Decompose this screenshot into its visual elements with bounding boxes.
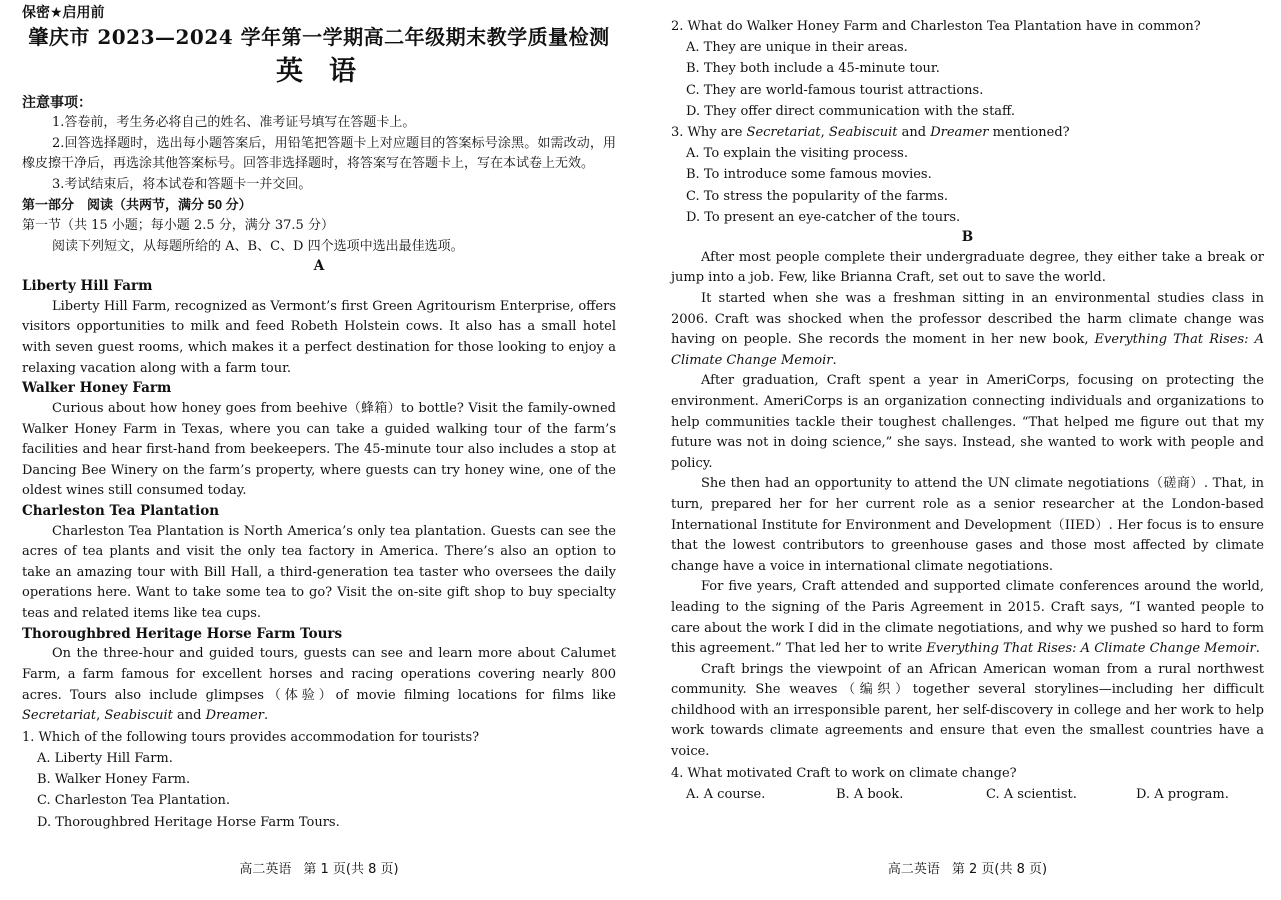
stem-text: 3. Why are — [671, 125, 747, 141]
question-4-stem: 4. What motivated Craft to work on climate change? — [671, 765, 1017, 781]
q4-option-a[interactable]: A. A course. — [686, 786, 766, 802]
passage-paragraph: After graduation, Craft spent a year in AmeriCorps, focusing on protecting the environment. AmeriCorps is an organization connecting individuals and organizations to help communities tackle their toughest challenges. “That helped me figure out that my future was not in doing science,” she says. Instead, she wanted to work with people and policy. — [671, 373, 1264, 471]
separator: . — [1255, 641, 1260, 657]
separator: and — [897, 125, 931, 141]
page-footer — [22, 858, 616, 877]
stem-text: mentioned? — [988, 125, 1070, 141]
farm-heading: Thoroughbred Heritage Horse Farm Tours — [22, 625, 343, 642]
q1-option-d[interactable]: D. Thoroughbred Heritage Horse Farm Tours. — [37, 814, 340, 830]
paragraph-text: For five years, Craft attended and supported climate conferences around the world, leading to the signing of the Paris Agreement in 2015. Craft says, “I wanted people to care about the work I did in the climate negotiations, and why we pushed so hard to form this agreement.” That led her to write — [671, 579, 1264, 657]
farm-description: Liberty Hill Farm, recognized as Vermont’s first Green Agritourism Enterprise, offers visitors opportunities to milk and feed Robeth Holstein cows. It also has a small hotel with seven guest rooms, which makes it a perfect destination for those looking to enjoy a relaxing vacation along with a farm tour. — [22, 298, 616, 376]
q2-option-a[interactable]: A. They are unique in their areas. — [686, 40, 908, 56]
farm-description — [22, 644, 616, 726]
film-title: Seabiscuit — [104, 708, 173, 724]
farm-description: Charleston Tea Plantation is North America’s only tea plantation. Guests can see the acres of tea plants and visit the only tea factory in America. There’s also an option to take an amazing tour with Bill Hall, a third-generation tea taster who oversees the daily operations here. Want to take some tea to go? Visit the on-site gift shop to buy specialty teas and related items like tea cups. — [22, 523, 616, 622]
film-title: Dreamer — [205, 708, 264, 724]
farm-heading: Charleston Tea Plantation — [22, 502, 220, 519]
q4-option-d[interactable]: D. A program. — [1136, 786, 1229, 802]
separator: . — [263, 708, 269, 724]
book-title: Everything That Rises: A Climate Change Memoir — [926, 641, 1256, 657]
footer-page-number: 第 1 页(共 8 页) — [303, 862, 399, 877]
q4-option-b[interactable]: B. A book. — [836, 786, 904, 802]
separator: . — [832, 352, 837, 368]
footer-subject: 高二英语 — [239, 862, 292, 877]
separator: , — [96, 708, 105, 724]
notice-item: 1.答卷前，考生务必将自己的姓名、准考证号填写在答题卡上。 — [52, 115, 416, 130]
page-footer — [671, 858, 1264, 877]
passage-paragraph — [671, 577, 1264, 659]
film-title: Secretariat — [22, 708, 97, 724]
passage-letter: A — [313, 258, 325, 275]
notice-heading: 注意事项： — [22, 94, 92, 110]
separator: and — [172, 708, 206, 724]
farm-description: Curious about how honey goes from beehive（蜂箱）to bottle? Visit the family-owned Walker Honey Farm in Texas, where you can take a guided walking tour of the farm’s facilities and hear first-hand from beekeepers. The 45-minute tour also includes a stop at Dancing Bee Winery on the farm’s property, where guests can try honey wine, one of the oldest wines still consumed today. — [22, 400, 616, 499]
question-2-stem: 2. What do Walker Honey Farm and Charleston Tea Plantation have in common? — [671, 19, 1201, 34]
part-heading: 第一部分 阅读（共两节，满分 50 分） — [22, 197, 252, 213]
q2-option-b[interactable]: B. They both include a 45-minute tour. — [686, 61, 940, 77]
q2-option-c[interactable]: C. They are world-famous tourist attractions. — [686, 82, 984, 98]
q1-option-a[interactable]: A. Liberty Hill Farm. — [37, 751, 173, 767]
subject-title: 英语 — [276, 56, 382, 87]
exam-title: 肇庆市 2023—2024 学年第一学期高二年级期末教学质量检测 — [28, 25, 610, 49]
paragraph-text: It started when she was a freshman sitting in an environmental studies class in 2006. Craft was shocked when the professor described the harm climate change was having on people. She records the moment in her new book, — [671, 291, 1264, 348]
passage-paragraph: After most people complete their undergraduate degree, they either take a break or jump into a job. Few, like Brianna Craft, set out to save the world. — [671, 249, 1264, 286]
q3-option-c[interactable]: C. To stress the popularity of the farms. — [686, 188, 948, 204]
film-title: Seabiscuit — [828, 125, 898, 141]
q4-option-c[interactable]: C. A scientist. — [986, 786, 1077, 802]
farm-heading: Liberty Hill Farm — [22, 277, 153, 294]
q4-options — [671, 784, 1264, 805]
film-title: Dreamer — [930, 125, 989, 141]
q3-option-d[interactable]: D. To present an eye-catcher of the tours. — [686, 209, 961, 225]
passage-paragraph: She then had an opportunity to attend the UN climate negotiations（磋商）. That, in turn, prepared her for her current role as a senior researcher at the London-based International Institute for Environment and Development（IIED）. Her focus is to ensure that the lowest contributors to greenhouse gases and those most affected by climate change have a voice in international climate negotiations. — [671, 476, 1264, 574]
book-title: Everything That Rises: A Climate Change Memoir — [671, 332, 1264, 368]
passage-paragraph — [671, 289, 1264, 371]
page-1 — [22, 0, 616, 900]
footer-subject: 高二英语 — [887, 862, 940, 877]
passage-letter: B — [961, 229, 974, 246]
q2-option-d[interactable]: D. They offer direct communication with the staff. — [686, 103, 1015, 119]
question-1-stem: 1. Which of the following tours provides accommodation for tourists? — [22, 729, 480, 745]
farm-heading: Walker Honey Farm — [22, 380, 172, 397]
film-title: Secretariat — [746, 125, 821, 141]
section-heading: 第一节（共 15 小题；每小题 2.5 分，满分 37.5 分） — [22, 217, 334, 233]
notice-item: 3.考试结束后，将本试卷和答题卡一并交回。 — [52, 176, 312, 192]
separator: , — [820, 125, 829, 141]
question-3-stem — [671, 122, 1264, 143]
q3-option-b[interactable]: B. To introduce some famous movies. — [686, 167, 932, 183]
q3-option-a[interactable]: A. To explain the visiting process. — [686, 146, 908, 162]
q1-option-c[interactable]: C. Charleston Tea Plantation. — [37, 793, 231, 809]
instruction-text: 阅读下列短文，从每题所给的 A、B、C、D 四个选项中选出最佳选项。 — [52, 238, 464, 254]
farm-text: On the three-hour and guided tours, guests can see and learn more about Calumet Farm, a farm famous for excellent horses and racing operations covering nearly 800 acres. Tours also include glimpses（体验）of movie filming locations for films like — [22, 646, 616, 703]
confidential-mark: 保密★启用前 — [22, 4, 105, 20]
footer-page-number: 第 2 页(共 8 页) — [951, 862, 1048, 877]
page-2 — [671, 0, 1264, 900]
passage-paragraph: Craft brings the viewpoint of an African American woman from a rural northwest community. She weaves（编织）together several storylines—including her difficult childhood with an irresponsible parent, her self-discovery in college and her work to help work towards climate agreements and ensure that even the smallest countries have a voice. — [671, 661, 1264, 760]
q1-option-b[interactable]: B. Walker Honey Farm. — [37, 772, 191, 788]
notice-item: 2.回答选择题时，选出每小题答案后，用铅笔把答题卡上对应题目的答案标号涂黑。如需改动，用橡皮擦干净后，再选涂其他答案标号。回答非选择题时，将答案写在答题卡上，写在本试卷上无效。 — [22, 135, 616, 172]
